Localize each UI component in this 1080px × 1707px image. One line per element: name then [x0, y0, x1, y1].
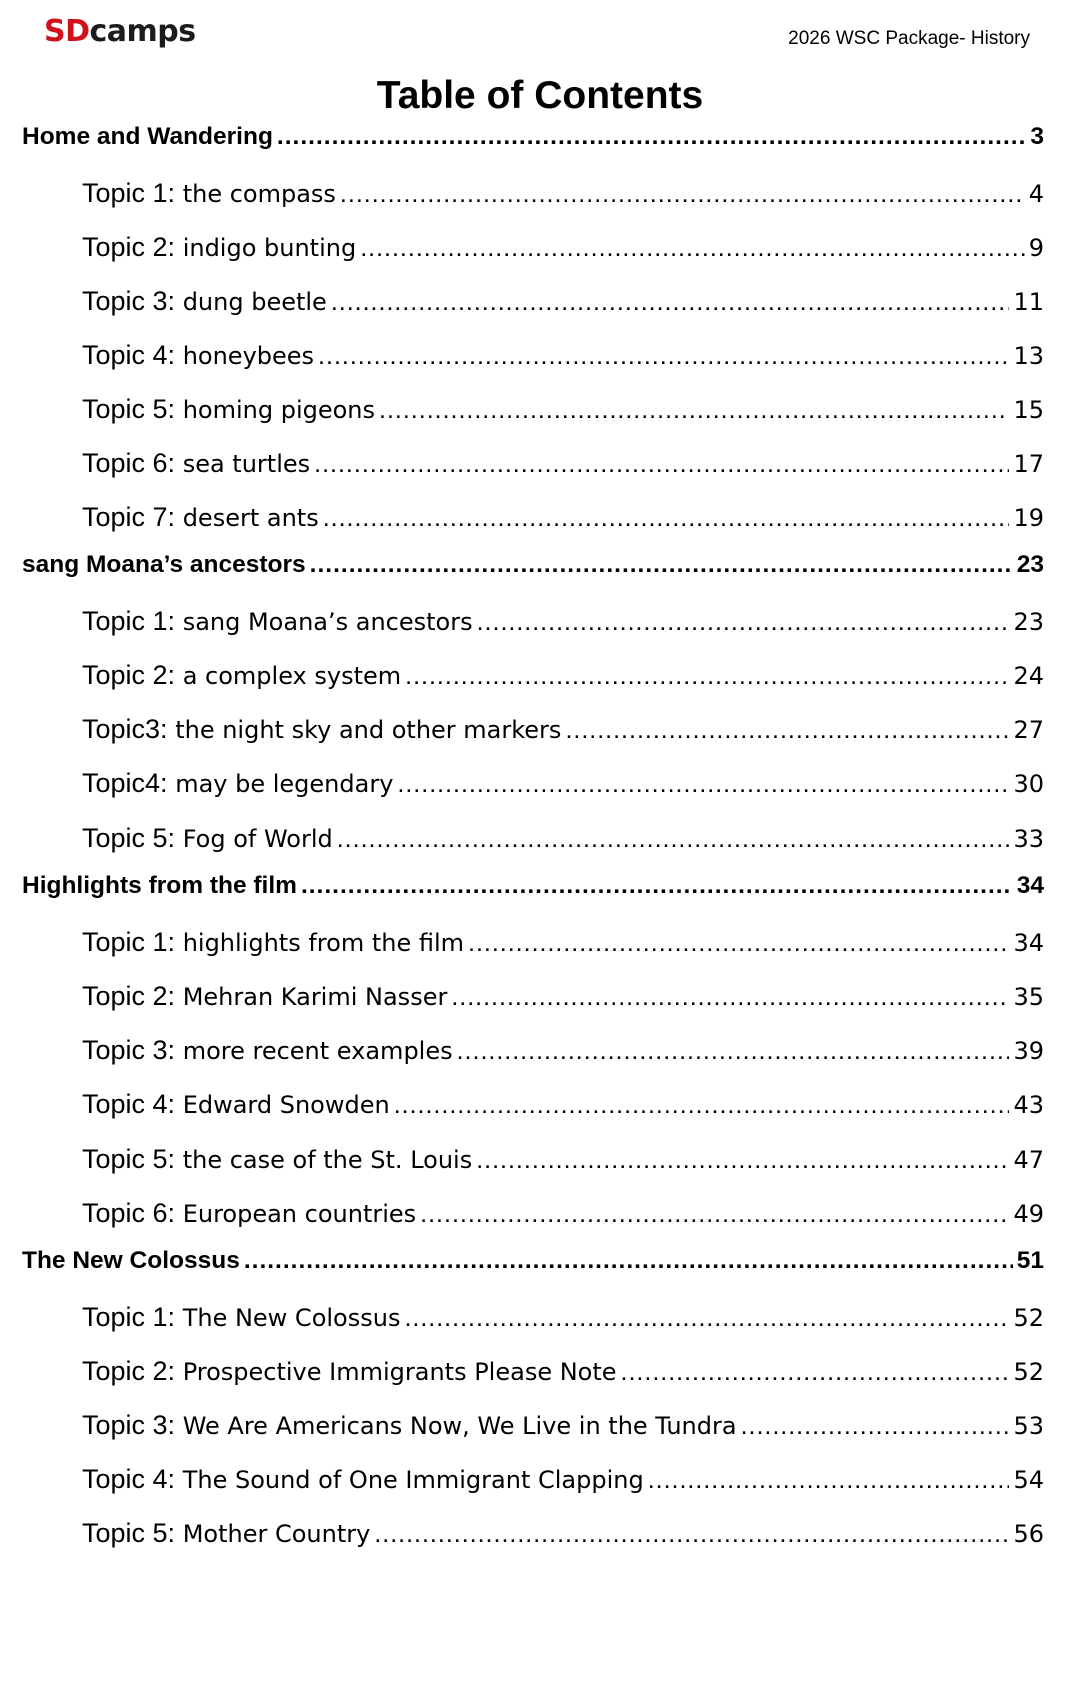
topic-title: the case of the St. Louis: [175, 1146, 473, 1174]
toc-section-entry[interactable]: [22, 123, 1044, 151]
page-number: 34: [1013, 929, 1044, 957]
dot-leader: [277, 123, 1026, 151]
topic-title: desert ants: [175, 504, 319, 532]
topic-title: European countries: [175, 1200, 417, 1228]
topic-number: Topic 1:: [82, 927, 176, 957]
topic-label: [82, 768, 393, 799]
dot-leader: [310, 551, 1013, 579]
toc-topic-entry[interactable]: [82, 394, 1044, 425]
dot-leader: [318, 342, 1009, 371]
topic-label: [82, 606, 473, 637]
dot-leader: [476, 1146, 1009, 1175]
topic-label: [82, 714, 561, 745]
topic-number: Topic 6:: [82, 1198, 176, 1228]
topic-title: more recent examples: [175, 1037, 453, 1065]
topic-title: the night sky and other markers: [167, 716, 562, 744]
page-number: 23: [1016, 551, 1044, 578]
section-title: Home and Wandering: [22, 123, 273, 150]
toc-topic-entry[interactable]: [82, 1464, 1044, 1495]
topic-label: [82, 660, 401, 691]
page-number: 30: [1013, 770, 1044, 798]
page-number: 9: [1028, 234, 1044, 262]
page-number: 3: [1030, 123, 1044, 150]
topic-number: Topic 2:: [82, 660, 176, 690]
page-number: 49: [1013, 1200, 1044, 1228]
page-number: 4: [1028, 180, 1044, 208]
toc-section-entry[interactable]: [22, 872, 1044, 900]
topic-label: [82, 286, 327, 317]
page-number: 13: [1013, 342, 1044, 370]
page-number: 19: [1013, 504, 1044, 532]
toc-topic-entry[interactable]: [82, 1144, 1044, 1175]
toc-topic-entry[interactable]: [82, 768, 1044, 799]
topic-label: [82, 1198, 416, 1229]
topic-label: [82, 1144, 472, 1175]
topic-number: Topic 4:: [82, 1464, 176, 1494]
topic-title: indigo bunting: [175, 234, 357, 262]
page-number: 54: [1013, 1466, 1044, 1494]
toc-section-entry[interactable]: [22, 551, 1044, 579]
topic-number: Topic 1:: [82, 606, 176, 636]
topic-title: Mother Country: [175, 1520, 371, 1548]
dot-leader: [621, 1358, 1010, 1387]
toc-topic-entry[interactable]: [82, 232, 1044, 263]
toc-topic-entry[interactable]: [82, 1035, 1044, 1066]
dot-leader: [404, 1304, 1009, 1333]
page-number: 43: [1013, 1091, 1044, 1119]
dot-leader: [337, 825, 1010, 854]
page-title: Table of Contents: [376, 74, 704, 117]
page-number: 53: [1013, 1412, 1044, 1440]
topic-label: [82, 1410, 737, 1441]
topic-label: [82, 1089, 390, 1120]
toc-topic-entry[interactable]: [82, 823, 1044, 854]
topic-label: [82, 823, 333, 854]
dot-leader: [648, 1466, 1010, 1495]
dot-leader: [457, 1037, 1010, 1066]
topic-number: Topic 3:: [82, 1035, 176, 1065]
page-number: 52: [1013, 1358, 1044, 1386]
topic-number: Topic 2:: [82, 232, 176, 262]
topic-title: homing pigeons: [175, 396, 376, 424]
topic-number: Topic 4:: [82, 1089, 176, 1119]
topic-label: [82, 1302, 400, 1333]
page-number: 56: [1013, 1520, 1044, 1548]
topic-title: honeybees: [175, 342, 315, 370]
page-number: 24: [1013, 662, 1044, 690]
topic-title: may be legendary: [167, 770, 394, 798]
page-number: 35: [1013, 983, 1044, 1011]
topic-title: sea turtles: [175, 450, 311, 478]
dot-leader: [397, 770, 1009, 799]
toc-topic-entry[interactable]: [82, 502, 1044, 533]
logo-mark: SD: [44, 14, 90, 49]
logo-wordmark: camps: [89, 14, 196, 49]
dot-leader: [477, 608, 1010, 637]
topic-label: [82, 1518, 370, 1549]
page-number: 27: [1013, 716, 1044, 744]
topic-number: Topic4:: [82, 768, 168, 798]
topic-number: Topic 1:: [82, 1302, 176, 1332]
page-number: 17: [1013, 450, 1044, 478]
topic-title: The New Colossus: [175, 1304, 401, 1332]
package-label: 2026 WSC Package- History: [788, 28, 1030, 49]
topic-label: [82, 1464, 644, 1495]
toc-topic-entry[interactable]: [82, 286, 1044, 317]
topic-title: dung beetle: [175, 288, 327, 316]
page-number: 51: [1016, 1247, 1044, 1274]
topic-label: [82, 1356, 617, 1387]
dot-leader: [451, 983, 1009, 1012]
topic-label: [82, 394, 375, 425]
toc-topic-entry[interactable]: [82, 340, 1044, 371]
topic-label: [82, 448, 310, 479]
dot-leader: [331, 288, 1010, 317]
dot-leader: [374, 1520, 1009, 1549]
topic-label: [82, 340, 314, 371]
dot-leader: [741, 1412, 1010, 1441]
topic-number: Topic3:: [82, 714, 168, 744]
toc-topic-entry[interactable]: [82, 660, 1044, 691]
topic-number: Topic 4:: [82, 340, 176, 370]
dot-leader: [323, 504, 1010, 533]
toc-topic-entry[interactable]: [82, 448, 1044, 479]
toc-section-entry[interactable]: [22, 1247, 1044, 1275]
toc-topic-entry[interactable]: [82, 1356, 1044, 1387]
page-number: 15: [1013, 396, 1044, 424]
toc-topic-entry[interactable]: [82, 1302, 1044, 1333]
dot-leader: [360, 234, 1025, 263]
dot-leader: [301, 872, 1013, 900]
topic-title: Edward Snowden: [175, 1091, 390, 1119]
toc-topic-entry[interactable]: [82, 1198, 1044, 1229]
topic-label: [82, 981, 447, 1012]
dot-leader: [379, 396, 1009, 425]
toc-topic-entry[interactable]: [82, 1518, 1044, 1549]
topic-title: a complex system: [175, 662, 402, 690]
page-number: 11: [1013, 288, 1044, 316]
toc-topic-entry[interactable]: [82, 981, 1044, 1012]
page-number: 34: [1016, 872, 1044, 899]
toc-topic-entry[interactable]: [82, 927, 1044, 958]
toc-topic-entry[interactable]: [82, 178, 1044, 209]
page-number: 39: [1013, 1037, 1044, 1065]
topic-number: Topic 5:: [82, 1518, 176, 1548]
topic-label: [82, 502, 319, 533]
topic-number: Topic 1:: [82, 178, 176, 208]
topic-title: highlights from the film: [175, 929, 464, 957]
topic-label: [82, 1035, 453, 1066]
dot-leader: [314, 450, 1009, 479]
section-title: sang Moana’s ancestors: [22, 551, 306, 578]
toc-topic-entry[interactable]: [82, 1089, 1044, 1120]
topic-label: [82, 232, 356, 263]
topic-number: Topic 7:: [82, 502, 176, 532]
toc-topic-entry[interactable]: [82, 606, 1044, 637]
topic-title: Mehran Karimi Nasser: [175, 983, 448, 1011]
topic-number: Topic 3:: [82, 286, 176, 316]
topic-title: The Sound of One Immigrant Clapping: [175, 1466, 644, 1494]
sdcamps-logo: [44, 14, 196, 49]
topic-number: Topic 2:: [82, 981, 176, 1011]
toc-topic-entry[interactable]: [82, 714, 1044, 745]
section-title: The New Colossus: [22, 1247, 240, 1274]
toc-topic-entry[interactable]: [82, 1410, 1044, 1441]
dot-leader: [405, 662, 1009, 691]
dot-leader: [394, 1091, 1010, 1120]
topic-title: the compass: [175, 180, 336, 208]
page-number: 47: [1013, 1146, 1044, 1174]
topic-label: [82, 927, 464, 958]
topic-number: Topic 5:: [82, 823, 176, 853]
topic-number: Topic 5:: [82, 1144, 176, 1174]
page-number: 33: [1013, 825, 1044, 853]
section-title: Highlights from the film: [22, 872, 297, 899]
topic-number: Topic 6:: [82, 448, 176, 478]
page-number: 23: [1013, 608, 1044, 636]
topic-number: Topic 2:: [82, 1356, 176, 1386]
topic-label: [82, 178, 336, 209]
topic-number: Topic 3:: [82, 1410, 176, 1440]
dot-leader: [340, 180, 1025, 209]
topic-number: Topic 5:: [82, 394, 176, 424]
page-number: 52: [1013, 1304, 1044, 1332]
dot-leader: [244, 1247, 1013, 1275]
topic-title: We Are Americans Now, We Live in the Tundra: [175, 1412, 737, 1440]
dot-leader: [565, 716, 1009, 745]
topic-title: sang Moana’s ancestors: [175, 608, 473, 636]
topic-title: Fog of World: [175, 825, 333, 853]
dot-leader: [420, 1200, 1009, 1229]
dot-leader: [468, 929, 1009, 958]
topic-title: Prospective Immigrants Please Note: [175, 1358, 617, 1386]
